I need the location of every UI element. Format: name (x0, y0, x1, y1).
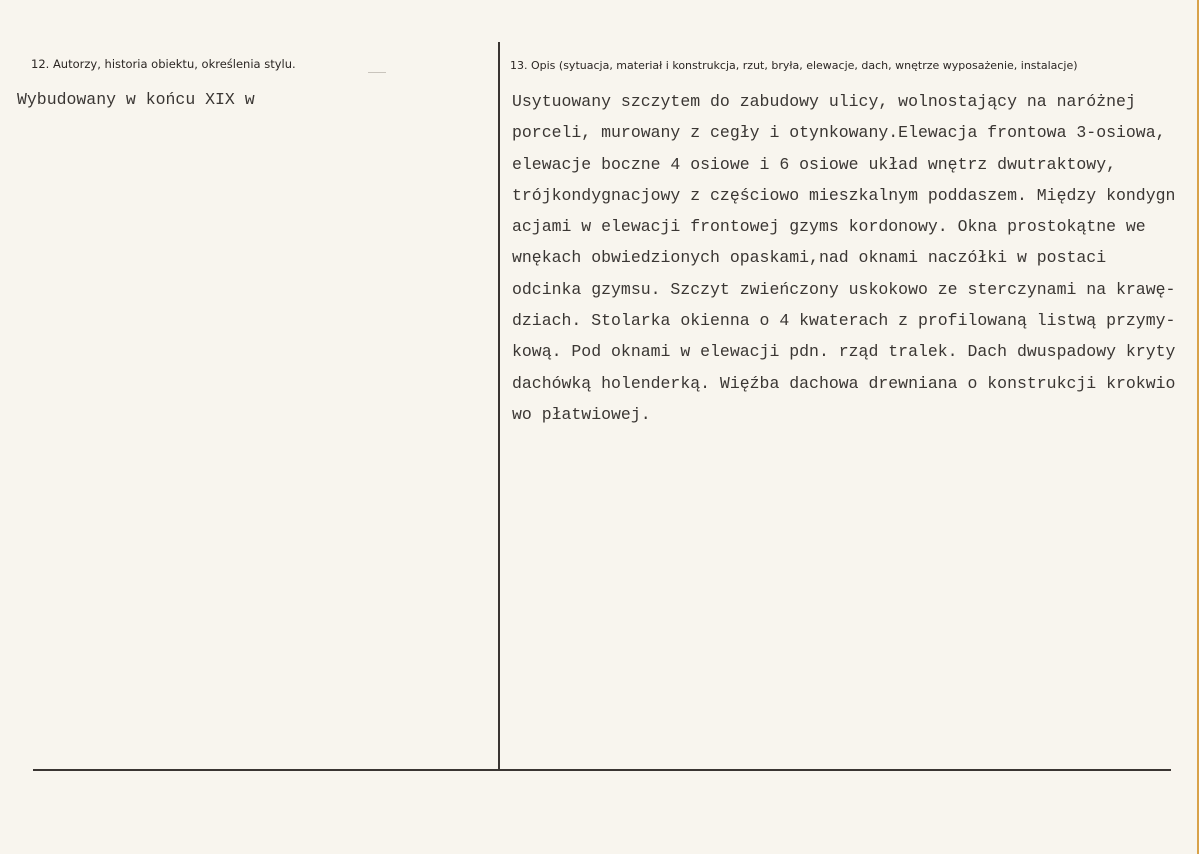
field-12-label: 12. Autorzy, historia obiektu, określenia stylu. (31, 57, 296, 71)
field-12-value: Wybudowany w końcu XIX w (17, 90, 255, 109)
field-13-description (512, 86, 1199, 430)
description-line: elewacje boczne 4 osiowe i 6 osiowe układ wnętrz dwutraktowy, (512, 154, 1116, 174)
stray-mark (368, 72, 386, 73)
field-13-label: 13. Opis (sytuacja, materiał i konstrukcja, rzut, bryła, elewacje, dach, wnętrze wyposażenie, instalacje) (510, 59, 1078, 72)
description-line: odcinka gzymsu. Szczyt zwieńczony uskokowo ze sterczynami na krawę- (512, 279, 1176, 299)
description-line: acjami w elewacji frontowej gzyms kordonowy. Okna prostokątne we (512, 217, 1146, 237)
column-divider (498, 42, 500, 770)
description-line: dziach. Stolarka okienna o 4 kwaterach z profilowaną listwą przymy- (512, 311, 1176, 331)
description-line: wo płatwiowej. (512, 404, 651, 424)
description-line: porceli, murowany z cegły i otynkowany.Elewacja frontowa 3-osiowa, (512, 123, 1166, 143)
description-line: wnękach obwiedzionych opaskami,nad oknami naczółki w postaci (512, 248, 1107, 268)
description-line: kową. Pod oknami w elewacji pdn. rząd tralek. Dach dwuspadowy kryty (512, 342, 1176, 362)
description-line: Usytuowany szczytem do zabudowy ulicy, wolnostający na naróżnej (512, 92, 1136, 111)
bottom-rule (33, 769, 1171, 771)
description-line: dachówką holenderką. Więźba dachowa drewniana o konstrukcji krokwio (512, 373, 1176, 393)
description-line: trójkondygnacjowy z częściowo mieszkalnym poddaszem. Między kondygn (512, 185, 1176, 205)
